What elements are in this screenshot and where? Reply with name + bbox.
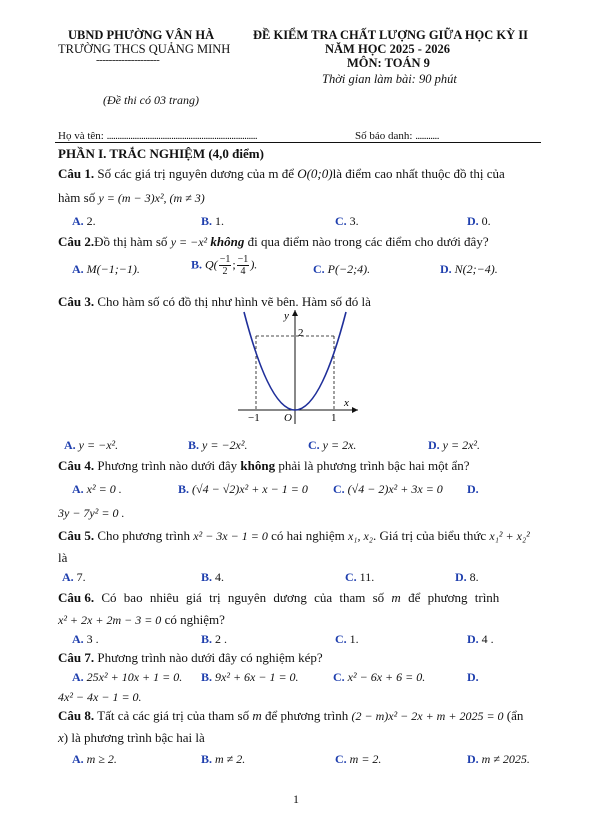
q8-option-a[interactable]: [72, 752, 117, 767]
option-text: (√4 − 2)x² + 3x = 0: [347, 482, 443, 496]
q5-expression: x₁² + x₂²: [489, 529, 530, 543]
q5-option-d[interactable]: [455, 570, 479, 585]
option-label: C.: [335, 214, 347, 228]
q8-option-d[interactable]: [467, 752, 530, 767]
q3-text: Cho hàm số có đồ thị như hình vẽ bên. Hàm số đó là: [94, 294, 371, 309]
q4-option-c[interactable]: [333, 482, 443, 497]
option-label: C.: [333, 670, 345, 684]
option-label: C.: [313, 262, 325, 276]
q1-text2: là điểm cao nhất thuộc đồ thị của: [332, 166, 505, 181]
q7-option-c[interactable]: [333, 670, 425, 685]
option-label: B.: [201, 570, 213, 584]
q5-label: Câu 5.: [58, 528, 95, 543]
tick-label-2: 2: [298, 327, 304, 339]
page-number: 1: [293, 792, 299, 806]
q8-text3: (ẩn: [503, 708, 524, 723]
y-axis-label: y: [284, 310, 289, 322]
q1-option-b[interactable]: [201, 214, 224, 229]
q8-option-c[interactable]: [335, 752, 381, 767]
name-dots: ......................................................................: [106, 130, 258, 142]
q3-option-d[interactable]: [428, 438, 480, 453]
option-text: x² − 6x + 6 = 0.: [347, 670, 426, 684]
q1-option-d[interactable]: [467, 214, 491, 229]
q3-option-a[interactable]: [64, 438, 118, 453]
district-name: UBND PHƯỜNG VÂN HÀ: [68, 28, 215, 42]
option-text: 4x² − 4x − 1 = 0.: [58, 690, 142, 704]
q7-option-b[interactable]: [201, 670, 299, 685]
q2-option-d[interactable]: [440, 262, 498, 277]
name-label: Họ và tên:: [58, 130, 107, 142]
q5-stem: [58, 528, 530, 544]
q6-stem: [58, 590, 499, 606]
q1-function: y = (m − 3)x², (m ≠ 3): [98, 191, 205, 205]
option-text: 9x² + 6x − 1 = 0.: [215, 670, 299, 684]
q1-option-a[interactable]: [72, 214, 96, 229]
q4-text: Phương trình nào dưới đây: [94, 458, 241, 473]
option-text: 3.: [349, 214, 359, 228]
option-text: 2 .: [215, 632, 228, 646]
q6-text: Có bao nhiêu giá trị nguyên dương của tham số: [94, 590, 392, 605]
exam-title: ĐỀ KIỂM TRA CHẤT LƯỢNG GIỮA HỌC KỲ II: [253, 28, 529, 42]
section-title: PHẦN I. TRẮC NGHIỆM (4,0 điểm): [58, 146, 264, 161]
option-label: B.: [201, 214, 213, 228]
option-text: y = 2x².: [442, 438, 481, 452]
q2-function: y = −x²: [170, 235, 208, 249]
option-label: D.: [440, 262, 452, 276]
denominator: 4: [240, 266, 246, 277]
q1-text3: hàm số: [58, 190, 99, 205]
q4-text2: phải là phương trình bậc hai một ẩn?: [275, 458, 470, 473]
option-text: 3 .: [86, 632, 99, 646]
option-text: N(2;−4).: [454, 262, 498, 276]
q1-label: Câu 1.: [58, 166, 95, 181]
option-text: y = −x².: [78, 438, 119, 452]
q6-text2: để phương trình: [400, 590, 500, 605]
header-rule: [55, 142, 541, 143]
q8-text: Tất cả các giá trị của tham số: [94, 708, 253, 723]
option-label: B.: [188, 438, 200, 452]
q1-stem-2: [58, 190, 205, 206]
option-label: D.: [467, 214, 479, 228]
option-label: B.: [201, 752, 213, 766]
option-text: 11.: [359, 570, 375, 584]
option-label: C.: [335, 752, 347, 766]
q6-option-c[interactable]: [335, 632, 359, 647]
id-label: Số báo danh:: [355, 130, 416, 142]
option-text: (√4 − √2)x² + x − 1 = 0: [192, 482, 308, 496]
q2-stem: [58, 234, 489, 250]
header-divider: --------------------: [96, 54, 160, 66]
option-text: 7.: [76, 570, 86, 584]
time-limit: Thời gian làm bài: 90 phút: [322, 72, 457, 86]
origin-label: O: [284, 412, 292, 424]
q2-text: Đồ thị hàm số: [94, 234, 171, 249]
numerator: −1: [219, 254, 231, 265]
option-label: D.: [467, 670, 479, 684]
q7-option-d[interactable]: [467, 670, 479, 685]
option-label: C.: [345, 570, 357, 584]
q1-point: O(0;0): [297, 166, 333, 181]
option-label: C.: [335, 632, 347, 646]
option-label: B.: [191, 257, 203, 272]
q7-option-d-text[interactable]: [58, 690, 142, 705]
option-text: ).: [250, 257, 258, 272]
fraction: [237, 254, 250, 277]
q4-option-a[interactable]: [72, 482, 122, 497]
option-text: M(−1;−1).: [86, 262, 140, 276]
option-label: B.: [201, 632, 213, 646]
q2-label: Câu 2.: [58, 234, 95, 249]
q6-param: m: [391, 590, 401, 605]
q8-stem: [58, 708, 523, 724]
q8-var: x: [58, 730, 64, 745]
q4-stem: [58, 458, 470, 474]
option-label: D.: [467, 632, 479, 646]
student-name-row: [58, 130, 257, 142]
q2-option-a[interactable]: [72, 262, 140, 277]
q4-option-b[interactable]: [178, 482, 308, 497]
q4-option-d-text[interactable]: [58, 506, 124, 521]
q1-stem: [58, 166, 505, 182]
x-axis-label: x: [344, 397, 349, 409]
q5-option-c[interactable]: [345, 570, 374, 585]
q6-text3: có nghiệm?: [161, 612, 225, 627]
q7-option-a[interactable]: [72, 670, 182, 685]
q4-emphasis: không: [240, 458, 276, 473]
option-text: m ≠ 2025.: [481, 752, 530, 766]
q5-equation: x² − 3x − 1 = 0: [193, 529, 268, 543]
option-label: D.: [467, 482, 479, 496]
q6-label: Câu 6.: [58, 590, 95, 605]
q3-label: Câu 3.: [58, 294, 95, 309]
option-label: A.: [72, 214, 84, 228]
q3-option-b[interactable]: [188, 438, 247, 453]
q2-text2: đi qua điểm nào trong các điểm cho dưới đây?: [244, 234, 489, 249]
option-label: D.: [428, 438, 440, 452]
q8-option-b[interactable]: [201, 752, 245, 767]
option-text: m ≠ 2.: [215, 752, 246, 766]
option-label: D.: [455, 570, 467, 584]
denominator: 2: [222, 266, 228, 277]
option-text: P(−2;4).: [327, 262, 371, 276]
q5-stem-2: là: [58, 550, 68, 565]
option-label: D.: [467, 752, 479, 766]
q7-stem: [58, 650, 323, 666]
q5-roots: x₁, x₂: [347, 529, 373, 543]
option-text: m = 2.: [349, 752, 382, 766]
option-text: Q(: [205, 257, 218, 272]
y-arrow: [292, 310, 298, 316]
q7-label: Câu 7.: [58, 650, 95, 665]
q6-equation: x² + 2x + 2m − 3 = 0: [58, 613, 162, 627]
q8-equation: (2 − m)x² − 2x + m + 2025 = 0: [351, 709, 504, 723]
student-id-row: [355, 130, 439, 142]
id-dots: ...........: [415, 130, 439, 142]
q4-option-d[interactable]: [467, 482, 479, 497]
school-name: TRƯỜNG THCS QUẢNG MINH: [58, 42, 231, 56]
option-label: A.: [72, 752, 84, 766]
option-text: x² = 0 .: [86, 482, 122, 496]
option-label: A.: [72, 670, 84, 684]
option-label: A.: [72, 262, 84, 276]
option-text: 1.: [349, 632, 359, 646]
option-text: y = 2x.: [322, 438, 357, 452]
option-text: 2.: [86, 214, 96, 228]
option-text: 3y − 7y² = 0 .: [58, 506, 125, 520]
option-label: A.: [62, 570, 74, 584]
option-label: A.: [64, 438, 76, 452]
q4-label: Câu 4.: [58, 458, 95, 473]
q3-option-c[interactable]: [308, 438, 356, 453]
page-count-note: (Đề thi có 03 trang): [103, 93, 199, 107]
q5-text3: . Giá trị của biểu thức: [372, 528, 490, 543]
q2-option-c[interactable]: [313, 262, 370, 277]
q5-option-b[interactable]: [201, 570, 224, 585]
tick-label-minus1: −1: [248, 412, 260, 424]
option-text: 25x² + 10x + 1 = 0.: [86, 670, 183, 684]
tick-label-1: 1: [331, 412, 337, 424]
q6-stem-2: [58, 612, 225, 628]
option-text: 4 .: [481, 632, 494, 646]
option-text: 0.: [481, 214, 491, 228]
q6-option-a[interactable]: [72, 632, 99, 647]
option-text: 1.: [215, 214, 225, 228]
subject: MÔN: TOÁN 9: [347, 56, 430, 70]
numerator: −1: [237, 254, 249, 265]
option-text: m ≥ 2.: [86, 752, 117, 766]
q8-text2: để phương trình: [261, 708, 352, 723]
fraction: [219, 254, 232, 277]
q8-stem-2: [58, 730, 205, 746]
option-label: A.: [72, 482, 84, 496]
option-label: C.: [333, 482, 345, 496]
q5-text2: có hai nghiệm: [267, 528, 348, 543]
q8-text5: ) là phương trình bậc hai là: [63, 730, 205, 745]
q6-option-b[interactable]: [201, 632, 227, 647]
q2-emphasis: không: [207, 234, 245, 249]
q7-text: Phương trình nào dưới đây có nghiệm kép?: [94, 650, 323, 665]
q3-parabola-graph: [236, 306, 366, 428]
q2-option-b[interactable]: B. Q( $\frac{-1}{2}$ ; $\frac{-1}{4}$ ).: [191, 254, 258, 277]
school-year: NĂM HỌC 2025 - 2026: [325, 42, 450, 56]
q1-option-c[interactable]: [335, 214, 359, 229]
q1-text: Số các giá trị nguyên dương của m để: [94, 166, 298, 181]
option-label: C.: [308, 438, 320, 452]
x-arrow: [352, 407, 358, 413]
option-text: y = −2x².: [202, 438, 248, 452]
option-label: B.: [201, 670, 213, 684]
option-label: A.: [72, 632, 84, 646]
q6-option-d[interactable]: [467, 632, 494, 647]
q8-param: m: [252, 708, 262, 723]
option-text: 4.: [215, 570, 225, 584]
q5-option-a[interactable]: [62, 570, 86, 585]
q8-label: Câu 8.: [58, 708, 95, 723]
option-label: B.: [178, 482, 190, 496]
option-text: 8.: [469, 570, 479, 584]
q5-text: Cho phương trình: [94, 528, 194, 543]
